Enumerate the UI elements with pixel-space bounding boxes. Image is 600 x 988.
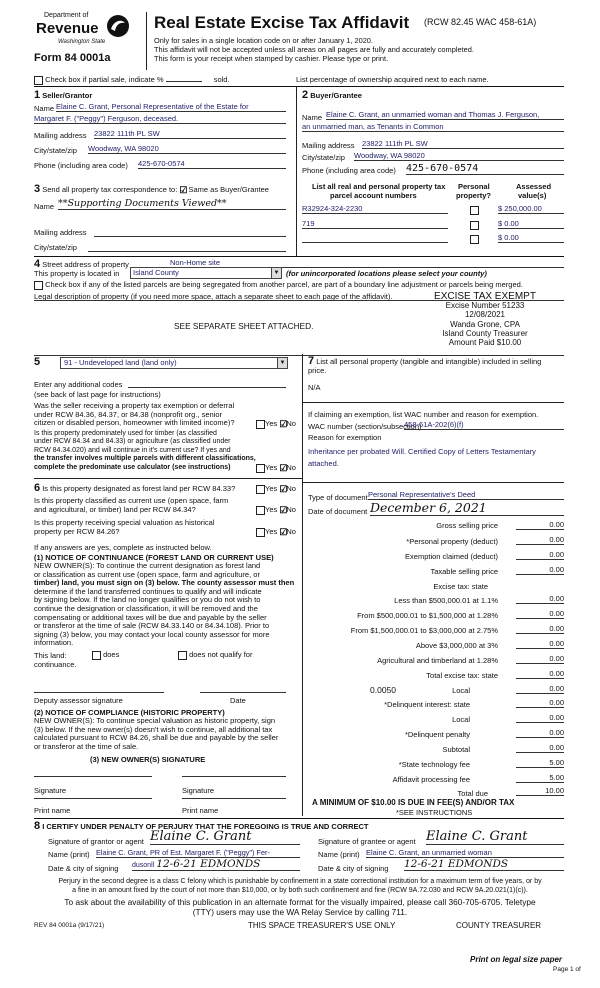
tax-row-label: Subtotal	[442, 745, 470, 754]
no-label: No	[286, 419, 296, 428]
seller-heading	[34, 89, 92, 101]
no-label: No	[286, 527, 296, 536]
buyer-mailing-field[interactable]: 23822 111th PL SW	[362, 139, 564, 149]
tax-row	[302, 760, 470, 769]
buyer-heading-text: Buyer/Grantee	[310, 91, 362, 100]
tax-row-label: *Delinquent penalty	[404, 730, 470, 739]
s6-q2-line: Is this property classified as current use (open space, farm	[34, 496, 229, 505]
legal-description-value: SEE SEPARATE SHEET ATTACHED.	[174, 321, 314, 331]
buyer-name-label: Name	[302, 113, 323, 122]
continuance-line: or transferor at the time of sale (RCW 84.33.140 or 84.34.108). Prior to	[34, 621, 270, 631]
tax-row-label: Local	[452, 715, 470, 724]
personal-property-checkbox[interactable]	[470, 206, 479, 215]
tax-row-label: Gross selling price	[436, 521, 498, 530]
personal-property-checkbox[interactable]	[470, 221, 479, 230]
reason-field[interactable]	[308, 446, 536, 470]
s5-q2-line: complete the predominate use calculator (see instructions)	[34, 463, 231, 471]
s5-q2-answer	[256, 463, 296, 473]
print-legal-note: Print on legal size paper	[470, 955, 563, 964]
s6-q2-no-checkbox[interactable]: ☑	[279, 504, 288, 515]
accessibility-notice	[30, 898, 570, 917]
reason-line: attached.	[308, 459, 339, 468]
does-option	[92, 650, 119, 660]
new-owner-heading: (3) NEW OWNER(S) SIGNATURE	[90, 755, 206, 764]
new-owner-signature-field[interactable]	[182, 776, 286, 777]
tax-row	[302, 552, 498, 561]
seller-mailing-field[interactable]: 23822 111th PL SW	[94, 129, 286, 139]
section-7-text: List all personal property (tangible and intangible) included in selling	[316, 357, 542, 366]
correspondence-row	[34, 183, 269, 195]
wac-label: WAC number (section/subsection)	[308, 422, 422, 431]
grantee-date-field[interactable]: 12-6-21 EDMONDS	[404, 858, 564, 871]
divider-section-4	[34, 256, 564, 257]
grantor-date-value: 12-6-21 EDMONDS	[156, 858, 261, 870]
unincorporated-note: (for unincorporated locations please select your county)	[286, 269, 487, 278]
tax-row	[302, 596, 498, 605]
county-treasurer-label: COUNTY TREASURER	[456, 921, 542, 930]
stamp-line-5: Island County Treasurer	[442, 328, 528, 338]
compliance-line: calculated pursuant to RCW 84.26, shall be due and payable by the seller	[34, 733, 279, 743]
tax-row	[302, 567, 498, 576]
s6-q2	[34, 497, 228, 514]
tax-row-value[interactable]: 0.00	[516, 550, 564, 560]
tax-row-value[interactable]: 0.00	[516, 535, 564, 545]
tax-row-label: From $500,000.01 to $1,500,000 at 1.28%	[357, 611, 498, 620]
tax-row-value[interactable]: 0.00	[516, 713, 564, 723]
parcel-number-field[interactable]: 719	[302, 219, 448, 229]
corr-mailing-label: Mailing address	[34, 228, 87, 237]
continuance-line: information.	[34, 638, 74, 648]
divider-exemption	[302, 402, 564, 403]
partial-sale-sold: sold.	[213, 75, 230, 84]
s5-q1-answer	[256, 419, 296, 429]
tax-row-label: Total excise tax: state	[426, 671, 498, 680]
tax-row	[302, 521, 498, 530]
personal-property-checkbox[interactable]	[470, 235, 479, 244]
tax-row-value[interactable]: 0.00	[516, 698, 564, 708]
partial-sale-row	[34, 75, 230, 85]
header-divider	[146, 12, 147, 70]
section-5-number: 5	[34, 356, 41, 368]
stamp-line-2: Excise Number 51233	[445, 301, 525, 311]
tax-row-label: Taxable selling price	[430, 567, 498, 576]
logo-swirl-icon	[106, 14, 130, 38]
accessibility-line: To ask about the availability of this publication in an alternate format for the visually impaired, please call 360-705-6705. Teletype	[64, 897, 536, 907]
seller-phone-label: Phone (including area code)	[34, 161, 128, 170]
personal-header-1: Personal	[458, 182, 490, 191]
notice-line-1: Only for sales in a single location code on or after January 1, 2020.	[154, 36, 373, 45]
s6-q3-line: Is this property receiving special valuation as historical	[34, 518, 215, 527]
does-not-label: does not qualify for	[189, 650, 253, 659]
section-8-number: 8	[34, 820, 41, 832]
s5-q2-line: under RCW 84.34 and 84.33) or agriculture (as classified under	[34, 438, 231, 446]
tax-row-value[interactable]: 0.00	[516, 639, 564, 649]
land-use-value: 91 - Undeveloped land (land only)	[64, 358, 177, 367]
buyer-name-line-1[interactable]: Elaine C. Grant, an unmarried woman and Thomas J. Ferguson,	[326, 110, 564, 120]
seller-name-line-2[interactable]: Margaret F. ("Peggy") Ferguson, deceased.	[34, 114, 286, 124]
seller-heading-text: Seller/Grantor	[42, 91, 93, 100]
grantor-date-field[interactable]	[132, 858, 300, 871]
tax-row-value[interactable]: 5.00	[516, 773, 564, 783]
print-name-label: Print name	[34, 806, 71, 815]
yes-label: Yes	[265, 527, 278, 536]
s6-q1-answer	[256, 484, 296, 494]
s5-q2	[34, 430, 256, 472]
tax-row-label: From $1,500,000.01 to $3,000,000 at 2.75%	[350, 626, 498, 635]
wac-field[interactable]: 458-61A-202(6)(f)	[404, 420, 564, 430]
buyer-city-label: City/state/zip	[302, 153, 345, 162]
grantor-name-field[interactable]: Elaine C. Grant, PR of Est. Margaret F. ("Peggy") Fer-	[96, 848, 300, 858]
chevron-down-icon[interactable]: ▼	[271, 268, 281, 278]
tax-row	[302, 775, 470, 784]
seller-city-label: City/state/zip	[34, 146, 77, 155]
no-label: No	[286, 484, 296, 493]
street-label: Street address of property	[42, 260, 129, 269]
parcels-header-1: List all real and personal property tax	[312, 182, 446, 191]
notice-line-3	[154, 54, 388, 63]
tax-row	[302, 745, 470, 754]
same-as-buyer-checkbox[interactable]: ☑	[179, 184, 188, 195]
deputy-date-label: Date	[230, 696, 246, 705]
s6-q1-text: Is this property designated as forest land per RCW 84.33?	[42, 484, 236, 493]
partial-sale-percent-field[interactable]	[166, 81, 202, 82]
tax-row	[302, 582, 488, 591]
continuance-line: signing (3) below, you may contact your local county assessor for more	[34, 629, 270, 639]
buyer-phone-label: Phone (including area code)	[302, 166, 396, 175]
county-select[interactable]	[130, 267, 282, 279]
buyer-heading	[302, 89, 362, 101]
s6-q2-yes-checkbox[interactable]	[256, 506, 265, 515]
continuance-line: timber) land, you must sign on (3) below. The county assessor must then	[34, 578, 295, 588]
accessibility-line: (TTY) users may use the WA Relay Service by calling 711.	[192, 906, 408, 917]
s6-q1	[34, 482, 235, 494]
compliance-text	[34, 717, 278, 751]
tax-row-value[interactable]: 0.00	[516, 594, 564, 604]
seller-name-label: Name	[34, 104, 55, 113]
dor-logo	[36, 12, 132, 56]
exemption-label: If claiming an exemption, list WAC number and reason for exemption.	[308, 410, 539, 419]
additional-codes-field[interactable]	[128, 387, 286, 388]
form-title: Real Estate Excise Tax Affidavit	[154, 13, 410, 32]
new-owner-print-field[interactable]	[182, 798, 286, 799]
s5-q2-line: RCW 84.34.020) and will continue in it's current use? If yes and	[34, 446, 231, 454]
divider-section-8	[34, 818, 564, 819]
doc-type-field[interactable]: Personal Representative's Deed	[368, 490, 564, 500]
grantor-name-label: Name (print)	[48, 850, 90, 859]
tax-row-label: Total due	[457, 789, 488, 798]
section-1-2-divider	[296, 86, 297, 256]
grantee-date-label: Date & city of signing	[318, 864, 389, 873]
tax-row-label: *Personal property (deduct)	[406, 537, 498, 546]
s5-q1-no-checkbox[interactable]: ☑	[279, 418, 288, 429]
tax-row-value[interactable]: 0.00	[516, 669, 564, 679]
continuance-line: compensating or additional taxes will be due and payable by the seller	[34, 612, 267, 622]
s5-q1-line: under RCW 84.36, 84.37, or 84.38 (nonprofit org., senior	[34, 409, 223, 419]
tax-row	[302, 626, 498, 635]
buyer-city-field[interactable]: Woodway, WA 98020	[354, 151, 564, 161]
corr-name-label: Name	[34, 202, 55, 211]
buyer-number: 2	[302, 89, 309, 101]
no-label: No	[286, 505, 296, 514]
perjury-line: Perjury in the second degree is a class C felony which is punishable by confinement in a state correctional institution for a maximum term of five years, or by	[58, 878, 542, 885]
buyer-phone-field[interactable]: 425-670-0574	[406, 163, 564, 175]
form-rcw: (RCW 82.45 WAC 458-61A)	[424, 17, 537, 27]
segregated-row	[34, 280, 523, 290]
s5-q2-line: Is this property predominately used for timber (as classified	[34, 430, 217, 437]
corr-city-label: City/state/zip	[34, 243, 77, 252]
compliance-line: (3) below. If the new owner(s) doesn't wish to continue, all additional tax	[34, 724, 273, 734]
tax-row-label: Less than $500,000.01 at 1.1%	[394, 596, 498, 605]
continuance-line: by signing below. If the land no longer qualifies or you do not wish to	[34, 595, 261, 605]
local-rate: 0.0050	[370, 685, 396, 695]
land-use-select[interactable]	[60, 357, 288, 369]
chevron-down-icon[interactable]: ▼	[277, 358, 287, 368]
s6-q3	[34, 519, 215, 536]
tax-row-label: Local	[452, 686, 470, 695]
buyer-mailing-label: Mailing address	[302, 141, 355, 150]
tax-row-label: *Delinquent interest: state	[384, 700, 470, 709]
reason-label: Reason for exemption	[308, 433, 382, 442]
tax-row-value[interactable]: 0.00	[516, 684, 564, 694]
continuance-line: NEW OWNER(S): To continue the current designation as forest land	[34, 561, 261, 570]
yes-label: Yes	[265, 505, 278, 514]
stamp-line-3: 12/08/2021	[464, 310, 506, 320]
see-instructions-note: *SEE INSTRUCTIONS	[396, 808, 473, 817]
tax-row	[302, 730, 470, 739]
section-7-line-2: price.	[308, 365, 327, 375]
tax-row	[302, 671, 498, 680]
section-7-line	[308, 357, 541, 367]
tax-row	[302, 537, 498, 546]
grantee-name-field[interactable]: Elaine C. Grant, an unmarried woman	[366, 848, 564, 858]
grantor-sig-label: Signature of grantor or agent	[48, 837, 144, 846]
signature-label: Signature	[34, 786, 67, 795]
does-not-checkbox[interactable]	[178, 651, 187, 660]
same-as-buyer-label: Same as Buyer/Grantee	[188, 185, 269, 194]
certify-text: I CERTIFY UNDER PENALTY OF PERJURY THAT THE FOREGOING IS TRUE AND CORRECT	[42, 822, 369, 831]
s5-q1-yes-checkbox[interactable]	[256, 420, 265, 429]
signature-label: Signature	[182, 786, 215, 795]
tax-row-label: Exemption claimed (deduct)	[405, 552, 498, 561]
s5-q2-line: the transfer involves multiple parcels with different classifications,	[34, 455, 256, 463]
yes-label: Yes	[265, 463, 278, 472]
property-number: 4	[34, 258, 41, 270]
treasurer-use-only: THIS SPACE TREASURER'S USE ONLY	[248, 921, 396, 930]
divider-section-6	[34, 478, 302, 479]
deputy-signature-field[interactable]	[34, 692, 164, 693]
tax-row-value[interactable]: 0.00	[516, 565, 564, 575]
seller-mailing-label: Mailing address	[34, 131, 87, 140]
continuance-word: continuance.	[34, 660, 77, 669]
tax-row	[302, 700, 470, 709]
stamp-line-6: Amount Paid $10.00	[448, 338, 522, 348]
tax-row-label: Agricultural and timberland at 1.28%	[377, 656, 498, 665]
rev-number: REV 84 0001a (9/17/21)	[34, 922, 105, 929]
assessed-header-1: Assessed	[516, 182, 552, 191]
deputy-date-field[interactable]	[200, 692, 286, 693]
tax-row-label: *State technology fee	[398, 760, 470, 769]
personal-property-value[interactable]: N/A	[308, 383, 321, 392]
s5-q2-yes-checkbox[interactable]	[256, 464, 265, 473]
corr-mailing-field[interactable]	[94, 236, 286, 237]
grantor-signature-field[interactable]: Elaine C. Grant	[150, 829, 300, 845]
tax-row	[302, 611, 498, 620]
ownership-note: List percentage of ownership acquired next to each name.	[296, 75, 489, 84]
seller-name-line-1[interactable]: Elaine C. Grant, Personal Representative of the Estate for	[56, 102, 286, 112]
continuance-line: determine if the land transferred continues to qualify and will indicate	[34, 586, 262, 596]
tax-row	[302, 715, 470, 724]
tax-row-label: Affidavit processing fee	[392, 775, 470, 784]
grantor-date-prefix: dusonll	[132, 862, 155, 869]
parcel-number-field[interactable]: R32924-324-2230	[302, 204, 448, 214]
does-label: does	[103, 650, 120, 659]
divider-doc	[302, 482, 564, 483]
doc-date-field[interactable]: December 6, 2021	[370, 500, 564, 516]
tax-row-label: Excise tax: state	[433, 582, 488, 591]
tax-row	[302, 789, 488, 798]
continuance-text	[34, 562, 294, 648]
stamp-line-4: Wanda Grone, CPA	[450, 319, 520, 329]
tax-row-value[interactable]: 0.00	[516, 728, 564, 738]
corr-name-field[interactable]: **Supporting Documents Viewed**	[58, 198, 286, 210]
minimum-due-note: A MINIMUM OF $10.00 IS DUE IN FEE(S) AND/OR TAX	[312, 798, 515, 807]
tax-row-value[interactable]: 10.00	[516, 786, 564, 796]
notice-line-2: This affidavit will not be accepted unless all areas on all pages are fully and accurately completed.	[154, 45, 474, 54]
logo-state-text: Washington State	[58, 39, 106, 45]
tax-row-value[interactable]: 0.00	[516, 624, 564, 634]
s6-q3-yes-checkbox[interactable]	[256, 528, 265, 537]
yes-label: Yes	[265, 419, 278, 428]
grantee-sig-label: Signature of grantee or agent	[318, 837, 416, 846]
tax-row	[302, 686, 470, 695]
continuance-line: or classification as current use (open space, farm and agriculture, or	[34, 569, 260, 579]
assessed-value-field[interactable]: $ 0.00	[498, 233, 564, 243]
does-not-option	[178, 650, 252, 660]
parcels-header-2: parcel account numbers	[330, 191, 417, 200]
personal-header-2: property?	[456, 191, 492, 200]
correspondence-label: Send all property tax correspondence to:	[42, 185, 178, 194]
street-field[interactable]: Non-Home site	[170, 258, 564, 268]
does-checkbox[interactable]	[92, 651, 101, 660]
continuance-line: continue the designation or classification, it will be removed and the	[34, 603, 258, 613]
assessed-header-2: value(s)	[518, 191, 547, 200]
located-label: This property is located in	[34, 269, 120, 278]
segregated-label: Check box if any of the listed parcels are being segregated from another parcel, are part of a boundary line adjustment or parcels being merged.	[45, 280, 523, 289]
partial-sale-checkbox[interactable]	[34, 76, 43, 85]
grantee-signature-field[interactable]: Elaine C. Grant	[426, 829, 564, 845]
tax-row	[302, 656, 498, 665]
continuance-heading: (1) NOTICE OF CONTINUANCE (FOREST LAND OR CURRENT USE)	[34, 553, 274, 562]
tax-row-value[interactable]: 0.00	[516, 520, 564, 530]
s6-instructions: If any answers are yes, complete as instructed below.	[34, 543, 212, 552]
page-number: Page 1 of	[553, 966, 581, 973]
assessed-value-field[interactable]: $ 250,000.00	[498, 204, 564, 214]
this-land-label: This land:	[34, 651, 67, 660]
buyer-name-line-2[interactable]: an unmarried man, as Tenants in Common	[302, 122, 564, 132]
section-6-number: 6	[34, 482, 41, 494]
compliance-line: NEW OWNER(S): To continue special valuation as historic property, sign	[34, 716, 276, 725]
perjury-line: a fine in an amount fixed by the court of not more than $10,000, or by both such confinement and fine (RCW 9A.72.030 and RCW 9A.20.021(1)(c)).	[72, 886, 528, 894]
see-back-note: (see back of last page for instructions)	[34, 390, 161, 399]
s5-q1-line: citizen or disabled person, homeowner with limited income)?	[34, 418, 235, 428]
grantor-date-label: Date & city of signing	[48, 864, 119, 873]
s6-q2-answer	[256, 505, 296, 515]
doc-type-label: Type of document	[308, 493, 368, 502]
section-7-number: 7	[308, 355, 315, 367]
assessed-value-field[interactable]: $ 0.00	[498, 219, 564, 229]
new-owner-print-field[interactable]	[34, 798, 152, 799]
yes-label: Yes	[265, 484, 278, 493]
logo-name-text: Revenue	[36, 20, 99, 37]
parcel-number-field[interactable]	[302, 233, 448, 243]
form-number: Form 84 0001a	[34, 52, 111, 64]
new-owner-signature-field[interactable]	[34, 776, 152, 777]
tax-row-value[interactable]: 5.00	[516, 758, 564, 768]
corr-city-field[interactable]	[88, 251, 286, 252]
s6-q3-answer	[256, 527, 296, 537]
notice-line-3-text: This form is your receipt when stamped by cashier. Please type or print.	[154, 54, 389, 63]
stamp-line-1: EXCISE TAX EXEMPT	[434, 291, 536, 302]
s5-q1-line: Was the seller receiving a property tax exemption or deferral	[34, 401, 235, 410]
tax-row-value[interactable]: 0.00	[516, 654, 564, 664]
s6-q2-line: and agricultural, or timber) land per RCW 84.34?	[34, 504, 196, 514]
partial-sale-label: Check box if partial sale, indicate %	[45, 75, 164, 84]
deputy-signature-label: Deputy assessor signature	[34, 696, 123, 705]
county-select-value: Island County	[133, 268, 179, 277]
tax-row-value[interactable]: 0.00	[516, 609, 564, 619]
s6-q1-no-checkbox[interactable]: ☑	[279, 483, 288, 494]
tax-row	[302, 641, 498, 650]
correspondence-number: 3	[34, 183, 41, 195]
compliance-heading: (2) NOTICE OF COMPLIANCE (HISTORIC PROPERTY)	[34, 708, 225, 717]
grantee-name-label: Name (print)	[318, 850, 360, 859]
doc-date-label: Date of document	[308, 507, 368, 516]
seller-city-field[interactable]: Woodway, WA 98020	[88, 144, 286, 154]
legal-label: Legal description of property (if you need more space, attach a separate sheet to each page of the affidavit).	[34, 292, 393, 301]
s6-q3-no-checkbox[interactable]: ☑	[279, 526, 288, 537]
seller-phone-field[interactable]: 425-670-0574	[138, 159, 286, 169]
tax-row-label: Above $3,000,000 at 3%	[415, 641, 498, 650]
logo-top-text: Department of	[44, 12, 89, 19]
segregated-checkbox[interactable]	[34, 281, 43, 290]
additional-codes-label: Enter any additional codes	[34, 380, 123, 389]
print-name-label: Print name	[182, 806, 219, 815]
perjury-notice	[30, 878, 570, 895]
seller-number: 1	[34, 89, 41, 101]
divider-top	[34, 86, 564, 87]
s5-q2-no-checkbox[interactable]: ☑	[279, 462, 288, 473]
reason-line: Inheritance per probated Will. Certified Copy of Letters Testamentary	[308, 447, 536, 456]
tax-row-value[interactable]: 0.00	[516, 743, 564, 753]
s6-q1-yes-checkbox[interactable]	[256, 485, 265, 494]
s5-q1	[34, 402, 235, 428]
treasurer-stamp	[420, 292, 550, 347]
compliance-line: or transferor at the time of sale.	[34, 741, 139, 751]
section-7-label	[308, 357, 541, 375]
s6-q3-line: property per RCW 84.26?	[34, 526, 120, 536]
no-label: No	[286, 463, 296, 472]
